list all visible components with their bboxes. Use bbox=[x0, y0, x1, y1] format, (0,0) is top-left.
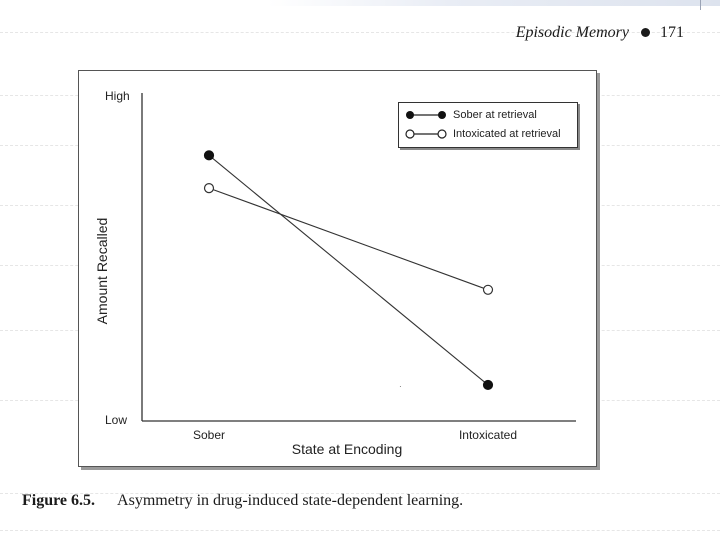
data-point-0-0 bbox=[205, 151, 214, 160]
open-circle-line-icon bbox=[405, 128, 447, 140]
page-number: 171 bbox=[660, 24, 684, 41]
x-tick-label-sober: Sober bbox=[192, 428, 226, 442]
legend bbox=[398, 102, 578, 148]
y-tick-label-low: Low bbox=[105, 413, 128, 427]
figure-label: Figure 6.5. bbox=[22, 492, 96, 509]
legend-label-intoxicated: Intoxicated at retrieval bbox=[453, 128, 561, 140]
bullet-dot bbox=[641, 28, 650, 37]
y-tick-label-high: High bbox=[105, 89, 130, 103]
running-head bbox=[516, 24, 684, 42]
caption-text: Asymmetry in drug-induced state-dependent learning. bbox=[117, 492, 464, 509]
x-tick-label-intoxicated: Intoxicated bbox=[458, 428, 518, 442]
filled-circle-line-icon bbox=[405, 109, 447, 121]
y-axis-label: Amount Recalled bbox=[94, 217, 110, 325]
plot-area bbox=[205, 151, 493, 390]
header-mark bbox=[700, 0, 701, 10]
running-head-title: Episodic Memory bbox=[515, 24, 629, 41]
series-line-1 bbox=[209, 188, 488, 290]
legend-item-sober bbox=[405, 107, 537, 123]
data-point-1-0 bbox=[205, 184, 214, 193]
stray-mark: · bbox=[399, 382, 402, 391]
series-line-0 bbox=[209, 155, 488, 385]
data-point-1-1 bbox=[484, 285, 493, 294]
x-axis-label: State at Encoding bbox=[291, 441, 403, 457]
figure-caption bbox=[22, 492, 463, 510]
legend-item-intoxicated bbox=[405, 126, 561, 142]
data-point-0-1 bbox=[484, 380, 493, 389]
legend-label-sober: Sober at retrieval bbox=[453, 109, 537, 121]
header-decoration bbox=[268, 0, 720, 6]
guide-line bbox=[0, 530, 720, 531]
